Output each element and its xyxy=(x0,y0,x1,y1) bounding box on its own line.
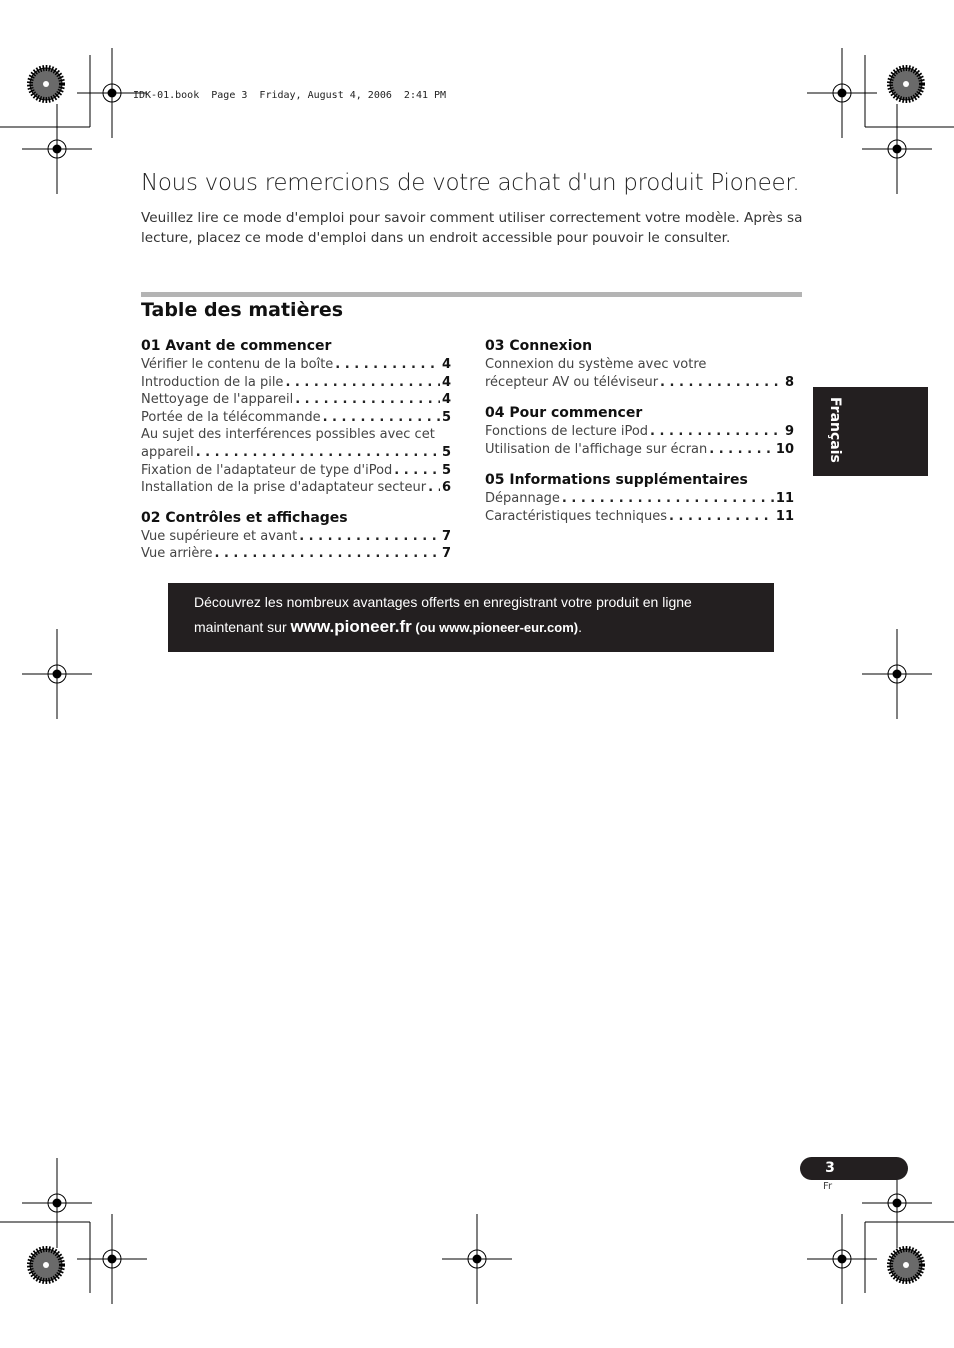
page-language-code: Fr xyxy=(823,1181,833,1192)
toc-entry-page: 4 xyxy=(441,374,451,390)
toc-entry-label-line2: récepteur AV ou téléviseur xyxy=(485,374,659,390)
leader-dots xyxy=(650,423,783,441)
toc-section-title: 03 Connexion xyxy=(485,338,593,354)
toc-entry-page: 9 xyxy=(784,424,794,440)
registration-cross-icon xyxy=(77,1214,147,1304)
toc-divider xyxy=(141,292,802,297)
leader-dots xyxy=(669,508,774,526)
toc-entry[interactable] xyxy=(141,479,451,497)
registration-banner xyxy=(168,583,774,652)
toc-entry-page: 6 xyxy=(441,480,451,496)
toc-entry-page: 7 xyxy=(441,546,451,562)
banner-text-line2 xyxy=(194,617,582,637)
toc-entry[interactable] xyxy=(485,356,794,391)
toc-entry[interactable] xyxy=(141,356,451,374)
banner-suffix: . xyxy=(578,619,582,635)
registration-cross-icon xyxy=(442,1214,512,1304)
registration-burst-icon xyxy=(890,1249,922,1281)
language-tab-label: Français xyxy=(827,397,843,463)
toc-entry-page: 5 xyxy=(441,409,451,425)
toc-entry-label: Vérifier le contenu de la boîte xyxy=(141,357,334,372)
toc-entry-label: Nettoyage de l'appareil xyxy=(141,392,294,408)
toc-entry-page: 4 xyxy=(441,392,451,408)
toc-entry-page: 11 xyxy=(775,491,794,507)
toc-entry[interactable] xyxy=(141,462,451,480)
toc-entry-page: 5 xyxy=(441,462,451,478)
intro-paragraph: Veuillez lire ce mode d'emploi pour savoir comment utiliser correctement votre modèle. Après sa lecture, placez ce mode d'emploi dans un endroit accessible pour pouvoir le consulter. xyxy=(141,210,803,246)
leader-dots xyxy=(394,462,440,480)
toc-entry-page: 5 xyxy=(441,444,451,460)
toc-entry-page: 4 xyxy=(441,357,451,372)
toc-entry-label: Introduction de la pile xyxy=(141,374,284,390)
print-header: IDK-01.book Page 3 Friday, August 4, 2006 2:41 PM xyxy=(133,90,447,101)
leader-dots xyxy=(323,409,440,427)
toc-right-column xyxy=(485,336,794,526)
toc-entry-label: Vue supérieure et avant xyxy=(141,528,298,544)
registration-cross-icon xyxy=(862,104,932,194)
toc-entry[interactable] xyxy=(141,426,451,461)
toc-entry[interactable] xyxy=(141,391,451,409)
toc-section-title: 05 Informations supplémentaires xyxy=(485,472,748,489)
toc-entry-label-line1: Connexion du système avec votre xyxy=(485,357,707,372)
toc-entry-page: 11 xyxy=(775,508,794,524)
leader-dots xyxy=(562,490,774,508)
toc-entry-label: Caractéristiques techniques xyxy=(485,508,668,524)
leader-dots xyxy=(335,356,440,374)
toc-entry-label: Vue arrière xyxy=(141,546,213,562)
leader-dots xyxy=(428,479,440,497)
registration-cross-icon xyxy=(807,1214,877,1304)
leader-dots xyxy=(196,444,440,462)
toc-entry-label: Installation de la prise d'adaptateur secteur xyxy=(141,480,427,496)
leader-dots xyxy=(299,528,440,546)
leader-dots xyxy=(660,374,783,392)
toc-entry-label: Portée de la télécommande xyxy=(141,409,321,425)
toc-left-column xyxy=(141,336,451,563)
banner-prefix: maintenant sur xyxy=(194,619,291,635)
registration-burst-icon xyxy=(890,68,922,100)
language-tab xyxy=(813,387,928,476)
registration-cross-icon xyxy=(22,104,92,194)
registration-cross-icon xyxy=(22,629,92,719)
toc-entry[interactable] xyxy=(141,409,451,427)
registration-cross-icon xyxy=(807,48,877,138)
page-title: Nous vous remercions de votre achat d'un produit Pioneer. xyxy=(141,170,800,196)
toc-entry-label: Dépannage xyxy=(485,491,560,507)
leader-dots xyxy=(709,441,774,459)
toc-entry[interactable] xyxy=(485,423,794,441)
toc-entry[interactable] xyxy=(485,490,794,508)
toc-entry[interactable] xyxy=(141,374,451,392)
toc-entry[interactable] xyxy=(485,441,794,459)
leader-dots xyxy=(214,545,439,563)
toc-section-title: 04 Pour commencer xyxy=(485,405,643,422)
page-number: 3 xyxy=(825,1160,835,1176)
page-number-badge xyxy=(800,1157,908,1180)
toc-entry-page: 8 xyxy=(784,374,794,390)
toc-section-title: 02 Contrôles et affichages xyxy=(141,509,348,526)
toc-entry[interactable] xyxy=(141,545,451,563)
registration-burst-icon xyxy=(30,1249,62,1281)
toc-entry-label-line1: Au sujet des interférences possibles avec cet xyxy=(141,427,435,443)
toc-entry-page: 7 xyxy=(441,528,451,544)
toc-entry-label: Fixation de l'adaptateur de type d'iPod xyxy=(141,462,393,478)
toc-entry[interactable] xyxy=(141,528,451,546)
toc-entry-label-line2: appareil xyxy=(141,444,194,460)
toc-entry-label: Fonctions de lecture iPod xyxy=(485,424,649,440)
leader-dots xyxy=(285,374,440,392)
toc-entry-label: Utilisation de l'affichage sur écran xyxy=(485,441,708,457)
registration-cross-icon xyxy=(22,1158,92,1248)
toc-section-title: 01 Avant de commencer xyxy=(141,338,332,354)
toc-entry-page: 10 xyxy=(775,441,794,457)
registration-burst-icon xyxy=(30,68,62,100)
pioneer-eur-link[interactable]: (ou www.pioneer-eur.com) xyxy=(411,620,579,635)
toc-entry[interactable] xyxy=(485,508,794,526)
toc-title: Table des matières xyxy=(141,299,344,321)
banner-text: Découvrez les nombreux avantages offerts en enregistrant votre produit en ligne xyxy=(194,594,692,610)
pioneer-fr-link[interactable]: www.pioneer.fr xyxy=(290,617,412,636)
leader-dots xyxy=(295,391,440,409)
registration-cross-icon xyxy=(862,629,932,719)
